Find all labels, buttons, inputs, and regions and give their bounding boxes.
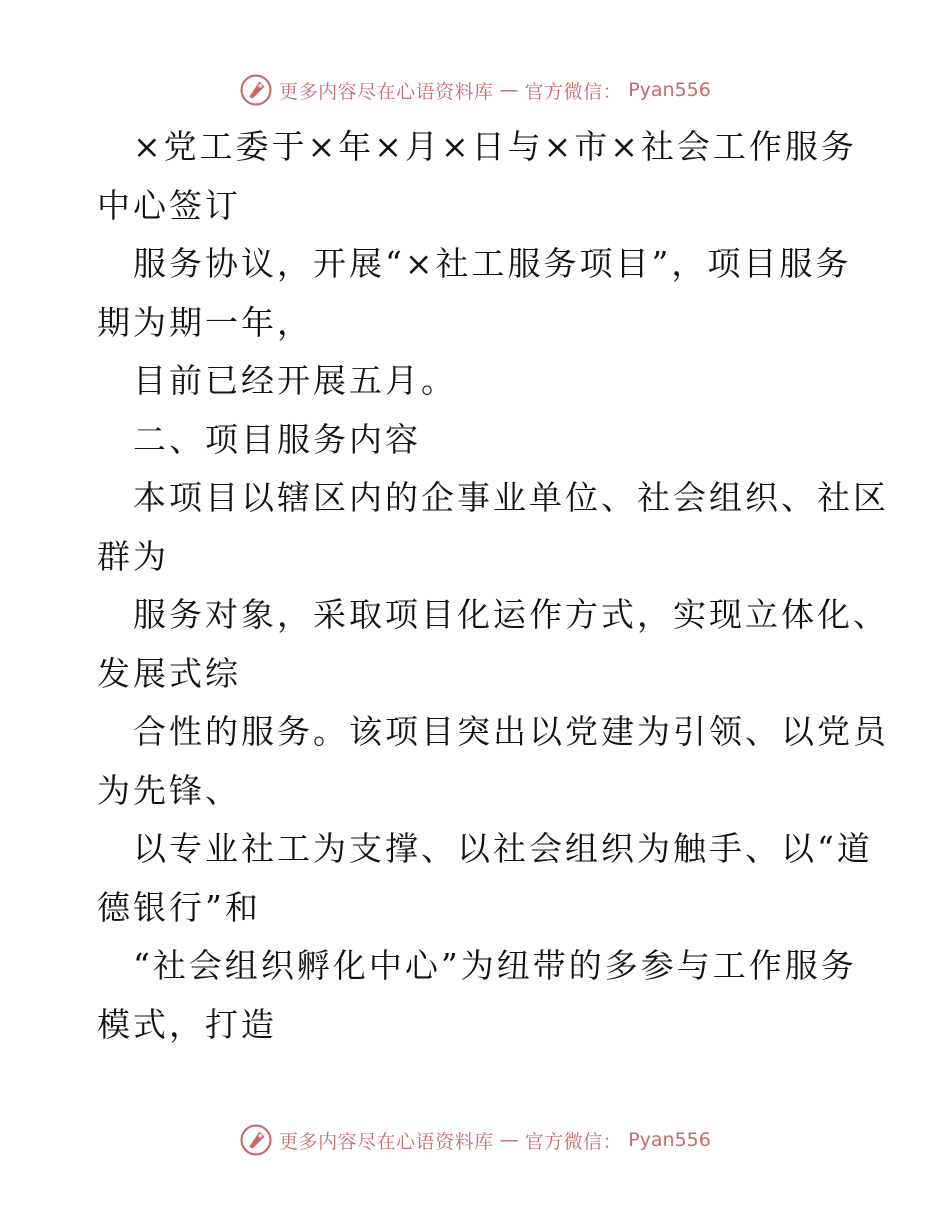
footer-banner: [0, 1120, 950, 1160]
text-line: 期为期一年，: [97, 302, 313, 342]
text-line: “社会组织孵化中心”为纽带的多参与工作服务: [133, 946, 857, 985]
banner-handle: Pyan556: [628, 79, 711, 101]
banner-handle: Pyan556: [628, 1129, 711, 1151]
text-line: 目前已经开展五月。: [133, 361, 457, 400]
banner-brand: 更多内容尽在心语资料库: [279, 80, 494, 103]
banner-channel: 官方微信：: [524, 1130, 623, 1153]
text-line: 服务协议，开展“×社工服务项目”，项目服务: [133, 244, 852, 283]
document-body: [97, 118, 889, 1054]
text-line: 群为: [97, 536, 169, 576]
pen-nib-logo-icon: [239, 1123, 273, 1157]
text-line: 本项目以辖区内的企事业单位、社会组织、社区: [133, 478, 889, 517]
text-line: 服务对象，采取项目化运作方式，实现立体化、: [133, 595, 889, 634]
banner-channel: 官方微信：: [524, 80, 623, 103]
text-line: 模式，打造: [97, 1004, 277, 1044]
banner-brand: 更多内容尽在心语资料库: [279, 1130, 494, 1153]
banner-separator: —: [499, 79, 519, 101]
text-line: 合性的服务。该项目突出以党建为引领、以党员: [133, 712, 889, 751]
header-banner: [0, 70, 950, 110]
banner-separator: —: [499, 1129, 519, 1151]
text-line: ×党工委于×年×月×日与×市×社会工作服务: [133, 127, 857, 166]
text-line: 为先锋、: [97, 770, 241, 810]
pen-nib-logo-icon: [239, 73, 273, 107]
text-line: 中心签订: [97, 185, 241, 225]
text-line: 德银行”和: [97, 887, 261, 927]
text-line: 以专业社工为支撑、以社会组织为触手、以“道: [133, 829, 873, 868]
section-heading: 二、项目服务内容: [133, 419, 421, 459]
text-line: 发展式综: [97, 653, 241, 693]
